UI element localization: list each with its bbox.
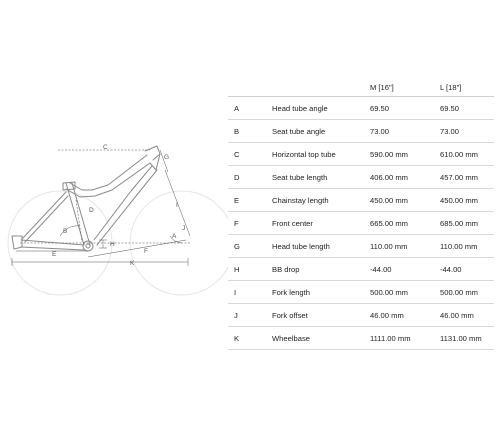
label-j: J	[182, 225, 186, 232]
label-e: E	[52, 251, 57, 258]
table-row	[228, 143, 494, 166]
row-key: J	[234, 310, 238, 320]
row-key: G	[234, 241, 240, 251]
row-size-m: 73.00	[370, 126, 390, 136]
row-size-l: 73.00	[440, 126, 460, 136]
row-name: Horizontal top tube	[272, 149, 336, 159]
row-size-m: 69.50	[370, 103, 390, 113]
dimension-lines	[12, 150, 190, 266]
table-body	[228, 97, 494, 350]
table-row	[228, 327, 494, 350]
bike-geometry-diagram	[0, 0, 228, 430]
row-name: Wheelbase	[272, 333, 310, 343]
row-size-l: 610.00 mm	[440, 149, 478, 159]
table-row	[228, 166, 494, 189]
table-row	[228, 189, 494, 212]
header-size-l: L [18"]	[440, 82, 462, 92]
row-key: F	[234, 218, 239, 228]
row-name: Seat tube angle	[272, 126, 326, 136]
row-key: E	[234, 195, 240, 205]
row-size-m: -44.00	[370, 264, 392, 274]
row-name: Chainstay length	[272, 195, 329, 205]
row-size-m: 406.00 mm	[370, 172, 408, 182]
label-f: F	[144, 248, 148, 255]
row-name: Head tube length	[272, 241, 330, 251]
label-a: A	[172, 233, 177, 240]
row-size-m: 1111.00 mm	[370, 333, 411, 343]
geometry-table	[228, 78, 494, 350]
row-name: Seat tube length	[272, 172, 328, 182]
row-name: Fork offset	[272, 310, 308, 320]
row-size-m: 450.00 mm	[370, 195, 408, 205]
row-name: Front center	[272, 218, 313, 228]
table-row	[228, 212, 494, 235]
row-size-l: 450.00 mm	[440, 195, 478, 205]
row-key: H	[234, 264, 240, 274]
dimension-labels	[52, 144, 185, 267]
row-size-l: 110.00 mm	[440, 241, 478, 251]
table-row	[228, 304, 494, 327]
table-header	[228, 78, 494, 97]
table-row	[228, 235, 494, 258]
row-name: BB drop	[272, 264, 300, 274]
row-name: Head tube angle	[272, 103, 328, 113]
row-size-l: 500.00 mm	[440, 287, 478, 297]
label-b: B	[63, 228, 68, 235]
row-name: Fork length	[272, 287, 310, 297]
row-size-l: 457.00 mm	[440, 172, 478, 182]
label-k: K	[130, 260, 135, 267]
row-size-l: 69.50	[440, 103, 460, 113]
label-h: H	[110, 241, 115, 248]
label-d: D	[89, 207, 94, 214]
label-i: I	[176, 202, 178, 209]
row-key: C	[234, 149, 240, 159]
row-size-m: 110.00 mm	[370, 241, 408, 251]
table-row	[228, 258, 494, 281]
row-size-l: 685.00 mm	[440, 218, 478, 228]
row-key: K	[234, 333, 240, 343]
label-g: G	[164, 154, 170, 161]
row-key: B	[234, 126, 240, 136]
row-size-m: 46.00 mm	[370, 310, 404, 320]
row-key: D	[234, 172, 240, 182]
row-size-l: -44.00	[440, 264, 462, 274]
row-size-m: 500.00 mm	[370, 287, 408, 297]
row-size-m: 590.00 mm	[370, 149, 408, 159]
table-row	[228, 97, 494, 120]
table-row	[228, 120, 494, 143]
label-c: C	[103, 144, 108, 151]
row-key: I	[234, 287, 237, 297]
row-size-l: 1131.00 mm	[440, 333, 482, 343]
row-size-m: 665.00 mm	[370, 218, 408, 228]
header-size-m: M [16"]	[370, 82, 394, 92]
row-key: A	[234, 103, 240, 113]
row-size-l: 46.00 mm	[440, 310, 474, 320]
table-row	[228, 281, 494, 304]
